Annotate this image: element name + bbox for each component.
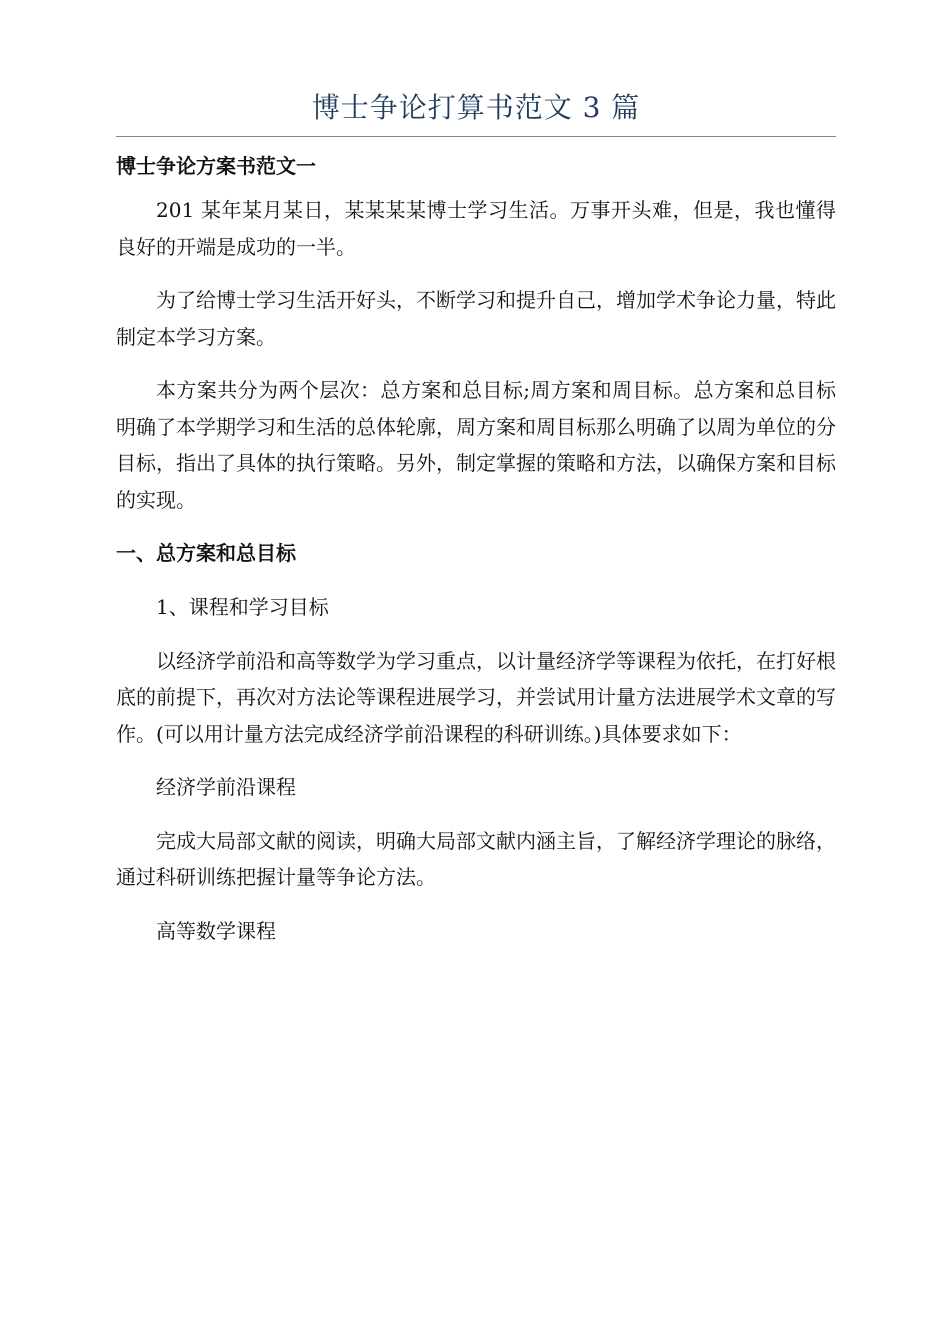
item-courses-goals: 1、课程和学习目标 bbox=[156, 595, 329, 619]
paragraph-4: 以经济学前沿和高等数学为学习重点，以计量经济学等课程为依托，在打好根底的前提下，再次对方法论等课程进展学习，并尝试用计量方法进展学术文章的写作。(可以用计量方法完成经济学前沿课程的科研训练。)具体要求如下： bbox=[116, 648, 836, 746]
title-divider bbox=[116, 136, 836, 137]
document-title: 博士争论打算书范文 3 篇 bbox=[311, 91, 641, 124]
paragraph-1: 201 某年某月某日，某某某某博士学习生活。万事开头难，但是，我也懂得良好的开端是成功的一半。 bbox=[116, 198, 836, 259]
subheading-overall-plan: 一、总方案和总目标 bbox=[116, 541, 296, 565]
paragraph-2: 为了给博士学习生活开好头，不断学习和提升自己，增加学术争论力量，特此制定本学习方案。 bbox=[116, 288, 836, 349]
paragraph-5: 完成大局部文献的阅读，明确大局部文献内涵主旨，了解经济学理论的脉络，通过科研训练把握计量等争论方法。 bbox=[116, 828, 836, 889]
document-body bbox=[116, 148, 836, 949]
paragraph-3: 本方案共分为两个层次：总方案和总目标;周方案和周目标。总方案和总目标明确了本学期学习和生活的总体轮廓，周方案和周目标那么明确了以周为单位的分目标，指出了具体的执行策略。另外，制定掌握的策略和方法，以确保方案和目标的实现。 bbox=[116, 378, 836, 512]
course-advanced-math: 高等数学课程 bbox=[156, 918, 276, 943]
course-economics-frontier: 经济学前沿课程 bbox=[156, 775, 296, 799]
section-heading: 博士争论方案书范文一 bbox=[116, 154, 316, 178]
